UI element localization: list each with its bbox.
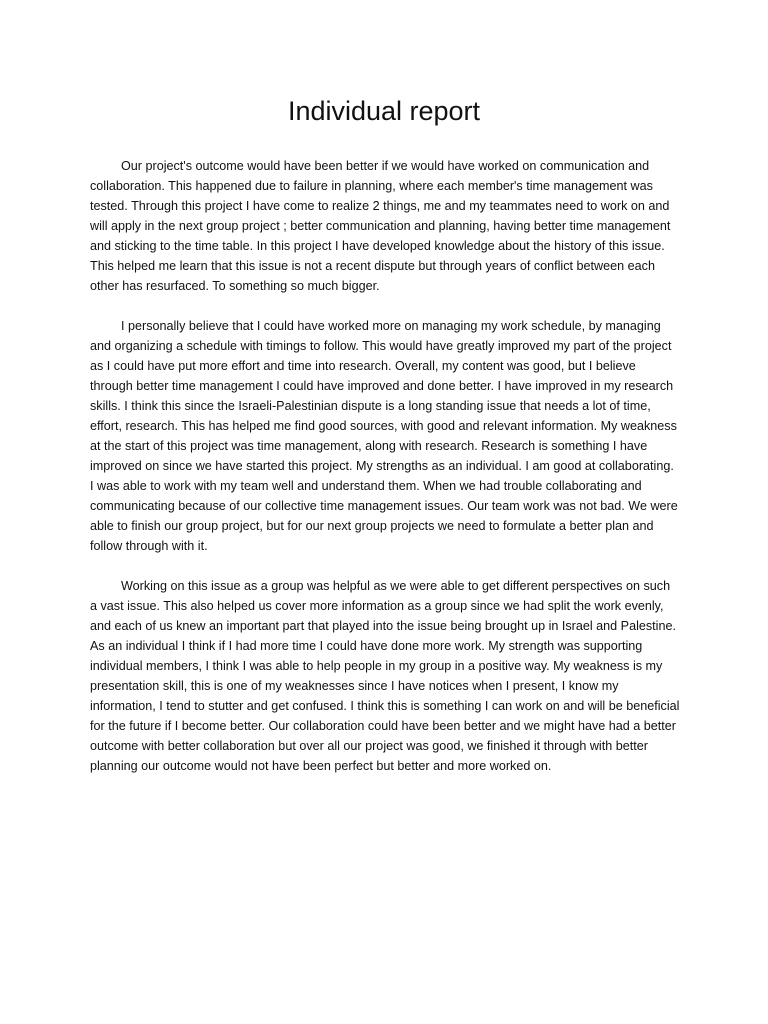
document-body bbox=[90, 156, 680, 796]
document-title: Individual report bbox=[287, 96, 481, 126]
paragraph-3: Working on this issue as a group was helpful as we were able to get different perspectives on such a vast issue. This also helped us cover more information as a group since we had split the work evenly, and each of us knew an important part that played into the issue being brought up in Israel and Palestine. As an individual I think if I had more time I could have done more work. My strength was supporting individual members, I think I was able to help people in my group in a positive way. My weakness is my presentation skill, this is one of my weaknesses since I have notices when I present, I know my information, I tend to stutter and get confused. I think this is something I can work on and will be beneficial for the future if I become better. Our collaboration could have been better and we might have had a better outcome with better collaboration but over all our project was good, we finished it through with better planning our outcome would not have been perfect but better and more worked on. bbox=[90, 579, 680, 773]
paragraph-2: I personally believe that I could have worked more on managing my work schedule, by managing and organizing a schedule with timings to follow. This would have greatly improved my part of the project as I could have put more effort and time into research. Overall, my content was good, but I believe through better time management I could have improved and done better. I have improved in my research skills. I think this since the Israeli-Palestinian dispute is a long standing issue that needs a lot of time, effort, research. This has helped me find good sources, with good and relevant information. My weakness at the start of this project was time management, along with research. Research is something I have improved on since we have started this project. My strengths as an individual. I am good at collaborating. I was able to work with my team well and understand them. When we had trouble collaborating and communicating because of our collective time management issues. Our team work was not bad. We were able to finish our group project, but for our next group projects we need to formulate a better plan and follow through with it. bbox=[90, 319, 678, 553]
paragraph-1: Our project's outcome would have been better if we would have worked on communication and collaboration. This happened due to failure in planning, where each member's time management was tested. Through this project I have come to realize 2 things, me and my teammates need to work on and will apply in the next group project ; better communication and planning, having better time management and sticking to the time table. In this project I have developed knowledge about the history of this issue. This helped me learn that this issue is not a recent dispute but through years of conflict between each other has resurfaced. To something so much bigger. bbox=[90, 159, 671, 293]
